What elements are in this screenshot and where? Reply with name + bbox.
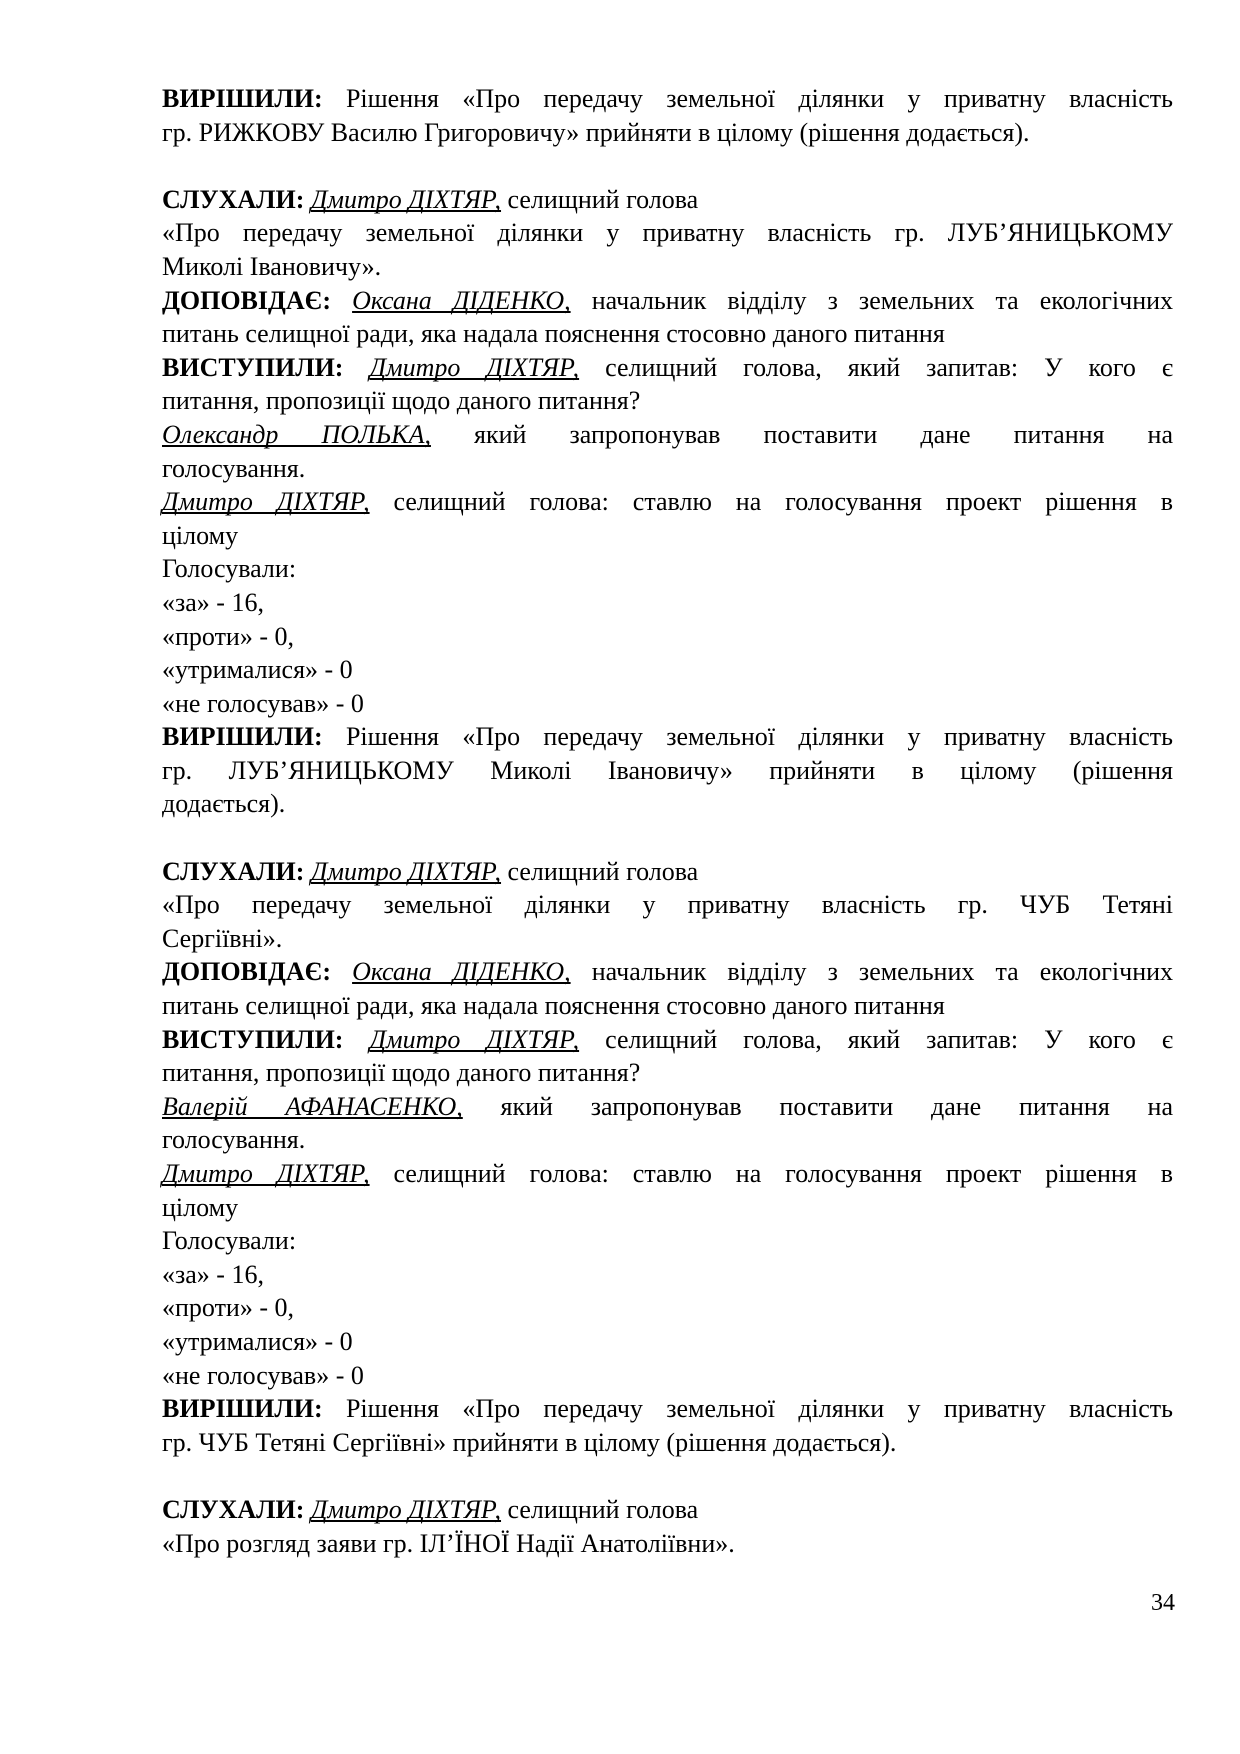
vote-abstained: «утрималися» - 0: [162, 1326, 353, 1356]
topic-line: Сергіївні».: [162, 923, 283, 953]
voting-label: Голосували:: [162, 1226, 297, 1256]
reports-keyword: ДОПОВІДАЄ:: [162, 285, 331, 315]
vote-against: «проти» - 0,: [162, 1293, 295, 1323]
speaker-name: Дмитро ДІХТЯР,: [162, 1159, 370, 1188]
heard-keyword: СЛУХАЛИ:: [162, 856, 305, 886]
voting-label: Голосували:: [162, 554, 297, 584]
resolution-line: ВИРІШИЛИ: Рішення «Про передачу земельної ділянки у приватну власність: [162, 722, 1173, 752]
vote-not-voted: «не голосував» - 0: [162, 688, 364, 718]
vote-against: «проти» - 0,: [162, 621, 295, 651]
speaker-line: голосування.: [162, 453, 306, 483]
spoke-keyword: ВИСТУПИЛИ:: [162, 1024, 344, 1054]
speaker-name: Олександр ПОЛЬКА,: [162, 419, 431, 449]
resolution-line: гр. ЧУБ Тетяні Сергіївні» прийняти в цілому (рішення додається).: [162, 1427, 897, 1457]
agenda-item-lubianytskyi: [162, 183, 1173, 821]
topic-line: «Про передачу земельної ділянки у приватну власність гр. ЛУБ’ЯНИЦЬКОМУ: [162, 218, 1173, 248]
speaker-name: Дмитро ДІХТЯР,: [369, 352, 580, 382]
resolution-line: ВИРІШИЛИ: Рішення «Про передачу земельної ділянки у приватну власність: [162, 84, 1173, 113]
resolution-line: ВИРІШИЛИ: Рішення «Про передачу земельної ділянки у приватну власність: [162, 1394, 1173, 1424]
speaker-name: Дмитро ДІХТЯР,: [369, 1024, 580, 1054]
resolution-line: гр. ЛУБ’ЯНИЦЬКОМУ Миколі Івановичу» прийняти в цілому (рішення: [162, 755, 1173, 785]
reporter-line: ДОПОВІДАЄ: Оксана ДІДЕНКО, начальник відділу з земельних та екологічних: [162, 285, 1174, 315]
heard-line: СЛУХАЛИ: Дмитро ДІХТЯР, селищний голова: [162, 1494, 699, 1524]
speaker-line: ВИСТУПИЛИ: Дмитро ДІХТЯР, селищний голова, який запитав: У кого є: [162, 1024, 1174, 1054]
resolved-keyword: ВИРІШИЛИ:: [162, 722, 323, 752]
speaker-line: цілому: [162, 1192, 239, 1222]
resolution-line: гр. РИЖКОВУ Василю Григоровичу» прийняти в цілому (рішення додається).: [162, 117, 1030, 147]
vote-abstained: «утрималися» - 0: [162, 655, 353, 685]
reports-keyword: ДОПОВІДАЄ:: [162, 957, 331, 987]
topic-line: «Про передачу земельної ділянки у приватну власність гр. ЧУБ Тетяні: [162, 890, 1173, 920]
vote-for: «за» - 16,: [162, 587, 264, 617]
speaker-name: Дмитро ДІХТЯР,: [310, 856, 502, 886]
speaker-name: Дмитро ДІХТЯР,: [310, 184, 502, 214]
speaker-line: голосування.: [162, 1125, 306, 1155]
vote-not-voted: «не голосував» - 0: [162, 1360, 364, 1390]
topic-line: «Про розгляд заяви гр. ІЛ’ЇНОЇ Надії Анатоліївни».: [162, 1528, 735, 1558]
spoke-keyword: ВИСТУПИЛИ:: [162, 352, 344, 382]
speaker-line: Дмитро ДІХТЯР, селищний голова: ставлю на голосування проект рішення в: [162, 1159, 1174, 1188]
document-page: [162, 82, 1173, 1560]
agenda-item-ilina: [162, 1493, 1173, 1560]
reporter-line: питань селищної ради, яка надала пояснення стосовно даного питання: [162, 319, 945, 349]
heard-keyword: СЛУХАЛИ:: [162, 1494, 305, 1524]
speaker-line: питання, пропозиції щодо даного питання?: [162, 1058, 641, 1088]
reporter-line: ДОПОВІДАЄ: Оксана ДІДЕНКО, начальник відділу з земельних та екологічних: [162, 957, 1174, 987]
topic-line: Миколі Івановичу».: [162, 251, 382, 281]
heard-keyword: СЛУХАЛИ:: [162, 184, 305, 214]
speaker-line: цілому: [162, 520, 239, 550]
speaker-name: Дмитро ДІХТЯР,: [310, 1494, 502, 1524]
resolved-keyword: ВИРІШИЛИ:: [162, 84, 323, 113]
page-number: 34: [1151, 1590, 1175, 1616]
speaker-line: питання, пропозиції щодо даного питання?: [162, 386, 641, 416]
reporter-name: Оксана ДІДЕНКО,: [352, 285, 571, 315]
speaker-name: Валерій АФАНАСЕНКО,: [162, 1091, 463, 1121]
reporter-name: Оксана ДІДЕНКО,: [352, 957, 571, 987]
vote-for: «за» - 16,: [162, 1259, 264, 1289]
speaker-line: Валерій АФАНАСЕНКО, який запропонував поставити дане питання на: [162, 1091, 1173, 1121]
agenda-item-chub: [162, 855, 1173, 1460]
heard-line: СЛУХАЛИ: Дмитро ДІХТЯР, селищний голова: [162, 184, 699, 214]
reporter-line: питань селищної ради, яка надала пояснення стосовно даного питання: [162, 991, 945, 1021]
heard-line: СЛУХАЛИ: Дмитро ДІХТЯР, селищний голова: [162, 856, 699, 886]
resolved-keyword: ВИРІШИЛИ:: [162, 1394, 323, 1424]
speaker-name: Дмитро ДІХТЯР,: [162, 487, 370, 517]
speaker-line: Дмитро ДІХТЯР, селищний голова: ставлю на голосування проект рішення в: [162, 487, 1174, 517]
speaker-line: Олександр ПОЛЬКА, який запропонував поставити дане питання на: [162, 419, 1173, 449]
resolution-line: додається).: [162, 789, 286, 819]
speaker-line: ВИСТУПИЛИ: Дмитро ДІХТЯР, селищний голова, який запитав: У кого є: [162, 352, 1174, 382]
